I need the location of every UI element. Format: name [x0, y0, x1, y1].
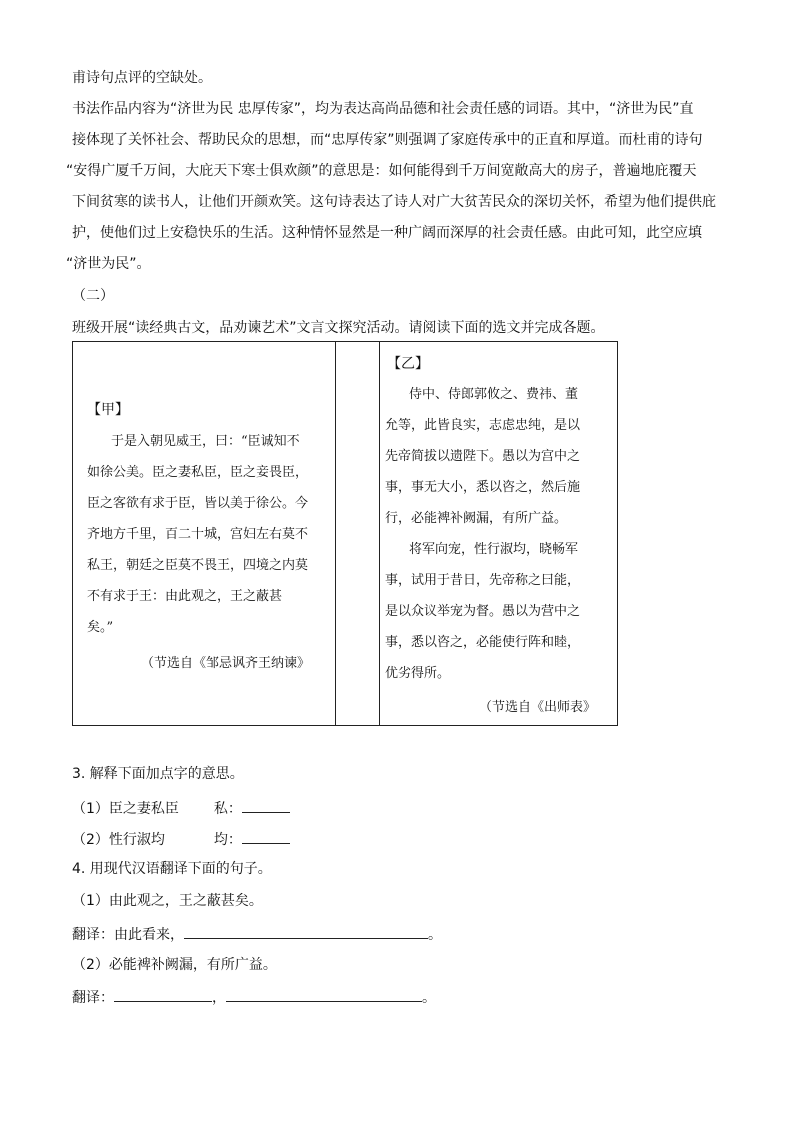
passage-yi-line: 优劣得所。: [385, 666, 451, 681]
question-3-item-1: [72, 797, 290, 819]
paragraph-line: “安得广厦千万间，大庇天下寒士俱欢颜”的意思是：如何能得到千万间宽敞高大的房子，普遍地庇覆天: [66, 163, 697, 179]
passage-jia-source: （节选自《邹忌讽齐王纳谏》: [141, 656, 311, 671]
punctuation: 。: [422, 990, 436, 1006]
answer-blank[interactable]: [184, 923, 428, 939]
passage-jia-title: 【甲】: [87, 402, 129, 418]
passage-yi-line: 侍中、侍郎郭攸之、费祎、董: [409, 387, 579, 402]
paragraph-line: 甫诗句点评的空缺处。: [72, 70, 212, 86]
question-4-sentence-1: （1）由此观之，王之蔽甚矣。: [72, 893, 263, 909]
question-4-translation-2: [72, 986, 436, 1008]
passage-yi-line: 是以众议举宠为督。愚以为营中之: [385, 604, 581, 619]
passage-yi-line: 先帝简拔以遗陛下。愚以为宫中之: [385, 449, 581, 464]
column-divider: [379, 342, 380, 725]
question-3-item-2: [72, 828, 290, 850]
question-4-sentence-2: （2）必能裨补阙漏，有所广益。: [72, 957, 277, 973]
passage-yi-title: 【乙】: [387, 356, 429, 372]
paragraph-line: 书法作品内容为“济世为民 忠厚传家”，均为表达高尚品德和社会责任感的词语。其中，“济世为民”直: [72, 101, 694, 117]
answer-blank[interactable]: [226, 986, 422, 1002]
punctuation: 。: [428, 927, 442, 943]
passage-jia-line: 臣之客欲有求于臣，皆以美于徐公。今: [87, 496, 309, 511]
question-4-stem: 4. 用现代汉语翻译下面的句子。: [72, 861, 272, 877]
question-3-stem: 3. 解释下面加点字的意思。: [72, 766, 244, 782]
answer-blank[interactable]: [114, 986, 212, 1002]
paragraph-line: “济世为民”。: [66, 256, 151, 272]
passage-table: [72, 341, 618, 726]
punctuation: ，: [212, 990, 226, 1006]
answer-blank[interactable]: [242, 828, 290, 844]
paragraph-line: 接体现了关怀社会、帮助民众的思想，而“忠厚传家”则强调了家庭传承中的正直和厚道。而杜甫的诗句: [72, 132, 703, 148]
paragraph-line: 护，使他们过上安稳快乐的生活。这种情怀显然是一种广阔而深厚的社会责任感。由此可知，此空应填: [72, 225, 702, 241]
passage-yi-line: 将军向宠，性行淑均，晓畅军: [409, 542, 579, 557]
passage-yi-line: 允等，此皆良实，志虑忠纯，是以: [385, 418, 581, 433]
passage-yi-line: 事，悉以咨之，必能使行阵和睦，: [385, 635, 581, 650]
passage-yi-source: （节选自《出师表》: [479, 700, 597, 715]
passage-jia-line: 不有求于王：由此观之，王之蔽甚: [87, 589, 283, 604]
passage-yi-line: 事，试用于昔日，先帝称之曰能，: [385, 573, 581, 588]
passage-jia-line: 于是入朝见威王，曰：“臣诚知不: [111, 434, 300, 449]
passage-jia-line: 私王，朝廷之臣莫不畏王，四境之内莫: [87, 558, 309, 573]
passage-yi-line: 事，事无大小，悉以咨之，然后施: [385, 480, 581, 495]
section-label: （二）: [72, 288, 114, 304]
column-divider: [335, 342, 336, 725]
item-number: （2）: [72, 832, 109, 848]
translation-prefix: 翻译：: [72, 990, 114, 1006]
question-4-translation-1: [72, 923, 442, 945]
item-target-char: 均：: [213, 832, 242, 848]
translation-prefix: 翻译：由此看来，: [72, 927, 184, 943]
passage-jia-line: 矣。”: [87, 620, 114, 635]
passage-yi-line: 行，必能裨补阙漏，有所广益。: [385, 511, 568, 526]
passage-jia-line: 齐地方千里，百二十城，宫妇左右莫不: [87, 527, 309, 542]
item-phrase: 臣之妻私臣: [108, 801, 179, 817]
item-phrase: 性行淑均: [108, 832, 165, 848]
item-number: （1）: [72, 801, 109, 817]
paragraph-line: 下间贫寒的读书人，让他们开颜欢笑。这句诗表达了诗人对广大贫苦民众的深切关怀，希望为他们提供庇: [72, 194, 716, 210]
passage-jia-line: 如徐公美。臣之妻私臣，臣之妾畏臣，: [87, 465, 309, 480]
answer-blank[interactable]: [242, 797, 290, 813]
activity-intro: 班级开展“读经典古文，品劝谏艺术”文言文探究活动。请阅读下面的选文并完成各题。: [72, 320, 605, 336]
item-target-char: 私：: [213, 801, 242, 817]
